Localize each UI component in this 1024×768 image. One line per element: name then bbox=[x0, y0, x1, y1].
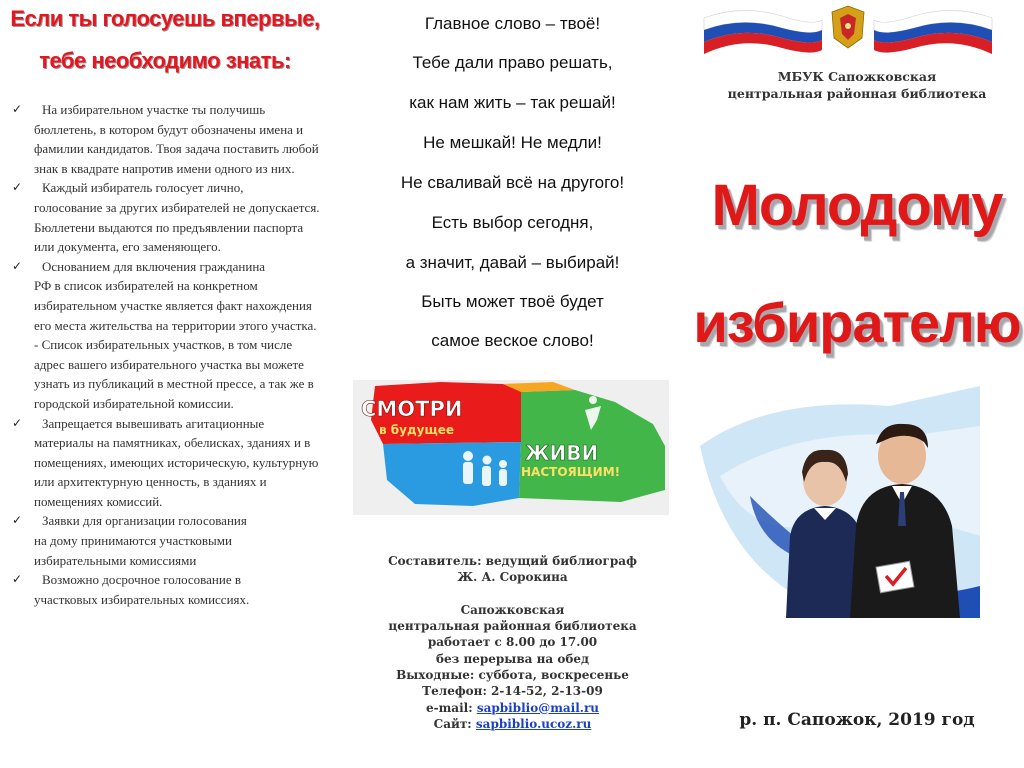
list-item bbox=[12, 100, 320, 178]
compiler-line-2: Ж. А. Сорокина bbox=[457, 570, 568, 585]
compiler-line-1: Составитель: ведущий библиограф bbox=[388, 554, 637, 568]
list-item-first-line: На избирательном участке ты получишь bbox=[42, 102, 266, 117]
list-item-first-line: Заявки для организации голосования bbox=[42, 513, 247, 529]
poem-line: Тебе дали право решать, bbox=[412, 53, 613, 72]
phone: Телефон: 2-14-52, 2-13-09 bbox=[422, 684, 603, 699]
banner-word-4: НАСТОЯЩИМ! bbox=[521, 465, 621, 479]
days-off: Выходные: суббота, воскресенье bbox=[396, 668, 629, 683]
place-and-year: р. п. Сапожок, 2019 год bbox=[739, 710, 975, 730]
poem-line: а значит, давай – выбирай! bbox=[405, 253, 620, 272]
list-item-text: РФ в список избирателей на конкретном избирательном участке является факт нахождения его места жительства на территории этого участка. - Список избирательных участков, в том числе адрес вашего избирательного участка вы можете узнать из публикаций в местной прессе, а так же в городской избирательной комиссии. bbox=[34, 278, 317, 411]
list-item-first-line: Основанием для включения гражданина bbox=[42, 258, 266, 274]
banner-image bbox=[353, 380, 669, 515]
checkmark-icon: ✓ bbox=[12, 180, 23, 195]
poem-line: Не мешкай! Не медли! bbox=[423, 133, 602, 152]
list-item bbox=[12, 257, 320, 414]
poem-line: самое веское слово! bbox=[431, 331, 594, 350]
organization-line-2: центральная районная библиотека bbox=[727, 86, 987, 101]
list-item bbox=[12, 414, 320, 512]
library-line-1: Сапожковская bbox=[460, 602, 565, 617]
site-label: Сайт: bbox=[433, 716, 472, 731]
flag-ribbon-emblem bbox=[702, 4, 994, 66]
organization-name bbox=[690, 68, 1024, 102]
working-hours: работает с 8.00 до 17.00 bbox=[427, 635, 598, 650]
middle-panel bbox=[345, 0, 680, 768]
list-item-text: материалы на памятниках, обелисках, зданиях и в помещениях, имеющих историческую, культурную или архитектурную ценность, в зданиях и помещениях комиссий. bbox=[34, 435, 319, 509]
list-item-text: бюллетень, в котором будут обозначены имена и фамилии кандидатов. Твоя задача поставить любой знак в квадрате напротив имени одного из них. bbox=[34, 121, 319, 176]
email-line bbox=[345, 700, 680, 716]
banner-word-2: в будущее bbox=[379, 423, 455, 437]
checkmark-icon: ✓ bbox=[12, 258, 23, 273]
list-item-first-line: Запрещается вывешивать агитационные bbox=[42, 415, 265, 431]
no-break: без перерыва на обед bbox=[435, 651, 589, 666]
heading-line-2: тебе необходимо знать: bbox=[39, 48, 291, 73]
poem-line: Есть выбор сегодня, bbox=[431, 213, 594, 232]
title-line-2: избирателю bbox=[693, 291, 1021, 354]
poem-line: как нам жить – так решай! bbox=[409, 93, 616, 112]
title-line-1: Молодому bbox=[711, 173, 1003, 238]
list-item-first-line: Возможно досрочное голосование в bbox=[42, 572, 241, 588]
heading-line-1: Если ты голосуешь впервые, bbox=[10, 6, 320, 31]
contact-info bbox=[345, 553, 680, 732]
banner-word-3: ЖИВИ bbox=[525, 441, 599, 465]
site-link[interactable]: sapbiblio.ucoz.ru bbox=[475, 716, 592, 731]
site-line bbox=[345, 716, 680, 732]
list-item-first-line: Каждый избиратель голосует лично, bbox=[42, 180, 244, 196]
email-label: e-mail: bbox=[425, 700, 473, 715]
checkmark-icon: ✓ bbox=[12, 513, 23, 528]
young-voters-image bbox=[690, 386, 980, 618]
checkmark-icon: ✓ bbox=[12, 102, 23, 116]
rules-list bbox=[12, 100, 320, 609]
list-item-text: на дому принимаются участковыми избирательными комиссиями bbox=[34, 533, 232, 568]
checkmark-icon: ✓ bbox=[12, 415, 23, 430]
library-line-2: центральная районная библиотека bbox=[388, 619, 637, 634]
list-item bbox=[12, 178, 320, 256]
banner-word-1: СМОТРИ bbox=[361, 397, 463, 421]
coat-of-arms-icon bbox=[832, 6, 864, 48]
checkmark-icon: ✓ bbox=[12, 572, 23, 587]
ballot-check-icon bbox=[876, 561, 914, 593]
list-item-text: участковых избирательных комиссиях. bbox=[34, 591, 250, 607]
list-item bbox=[12, 511, 320, 570]
list-item-text: голосование за других избирателей не допускается. Бюллетени выдаются по предъявлении паспорта или документа, его заменяющего. bbox=[34, 199, 320, 255]
list-item bbox=[12, 570, 320, 609]
poem-line: Быть может твоё будет bbox=[421, 292, 604, 311]
right-panel bbox=[690, 0, 1024, 768]
organization-line-1: МБУК Сапожковская bbox=[777, 69, 937, 84]
poem-line: Не сваливай всё на другого! bbox=[400, 173, 625, 192]
email-link[interactable]: sapbiblio@mail.ru bbox=[476, 700, 600, 715]
poem-line: Главное слово – твоё! bbox=[424, 14, 601, 33]
left-panel bbox=[0, 0, 330, 768]
